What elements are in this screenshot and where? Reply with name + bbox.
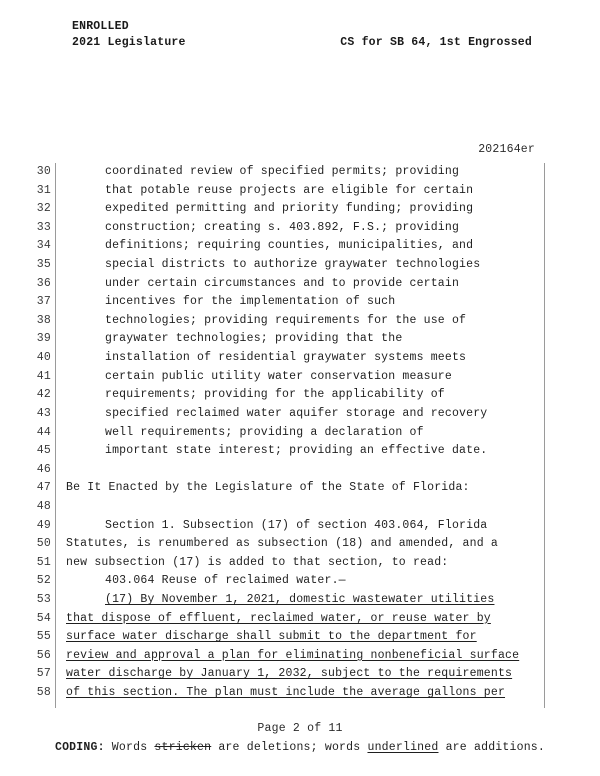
numbered-line-list bbox=[0, 163, 600, 703]
text-line bbox=[0, 535, 600, 554]
line-number: 44 bbox=[36, 425, 51, 439]
document-header bbox=[72, 19, 532, 51]
coding-label: CODING: bbox=[54, 741, 105, 754]
text-line bbox=[0, 665, 600, 684]
line-number: 55 bbox=[36, 630, 51, 644]
text-line bbox=[0, 219, 600, 238]
line-number: 56 bbox=[36, 648, 51, 662]
header-row-top bbox=[72, 19, 532, 35]
line-number: 37 bbox=[36, 295, 51, 309]
line-number: 58 bbox=[36, 686, 51, 700]
coding-text-3: are additions. bbox=[438, 741, 546, 754]
line-number: 52 bbox=[36, 574, 51, 588]
line-number: 39 bbox=[36, 332, 51, 346]
legislature-label: 2021 Legislature bbox=[72, 36, 186, 49]
line-number: 38 bbox=[36, 313, 51, 327]
text-line bbox=[0, 405, 600, 424]
line-text-added: that dispose of effluent, reclaimed water, or reuse water by bbox=[66, 611, 491, 625]
line-number: 47 bbox=[36, 481, 51, 495]
bill-reference: CS for SB 64, 1st Engrossed bbox=[340, 36, 532, 49]
line-number: 33 bbox=[36, 220, 51, 234]
line-text-added: review and approval a plan for eliminating nonbeneficial surface bbox=[66, 648, 520, 662]
line-text: specified reclaimed water aquifer storage and recovery bbox=[105, 406, 488, 420]
line-number: 48 bbox=[36, 499, 51, 513]
line-number: 49 bbox=[36, 518, 51, 532]
text-line bbox=[0, 256, 600, 275]
line-text: under certain circumstances and to provide certain bbox=[105, 276, 460, 290]
line-text: Statutes, is renumbered as subsection (18) and amended, and a bbox=[66, 537, 498, 551]
page-number: Page 2 of 11 bbox=[257, 722, 343, 735]
line-number: 51 bbox=[36, 555, 51, 569]
line-number: 43 bbox=[36, 406, 51, 420]
text-line bbox=[0, 424, 600, 443]
document-id: 202164er bbox=[478, 143, 535, 156]
bill-text-body bbox=[0, 163, 600, 703]
text-line bbox=[0, 237, 600, 256]
line-text: Be It Enacted by the Legislature of the State of Florida: bbox=[66, 481, 470, 495]
line-number: 42 bbox=[36, 388, 51, 402]
line-number: 53 bbox=[36, 593, 51, 607]
line-text-added: of this section. The plan must include the average gallons per bbox=[66, 686, 506, 700]
coding-stricken-example: stricken bbox=[154, 741, 212, 754]
line-text: definitions; requiring counties, municipalities, and bbox=[105, 239, 474, 253]
coding-legend bbox=[0, 741, 600, 754]
line-text: special districts to authorize graywater technologies bbox=[105, 258, 481, 272]
text-line bbox=[0, 182, 600, 201]
text-line bbox=[0, 368, 600, 387]
line-text: coordinated review of specified permits; providing bbox=[105, 165, 460, 178]
text-line bbox=[0, 684, 600, 703]
text-line bbox=[0, 628, 600, 647]
coding-text-1: Words bbox=[104, 741, 155, 754]
line-number: 46 bbox=[36, 462, 51, 476]
line-number: 45 bbox=[36, 444, 51, 458]
text-line bbox=[0, 647, 600, 666]
line-text: expedited permitting and priority funding; providing bbox=[105, 202, 474, 216]
text-line bbox=[0, 163, 600, 182]
text-line bbox=[0, 498, 600, 517]
enrolled-label: ENROLLED bbox=[72, 20, 129, 33]
line-number: 30 bbox=[36, 165, 51, 178]
line-number: 40 bbox=[36, 351, 51, 365]
line-number: 34 bbox=[36, 239, 51, 253]
text-line bbox=[0, 275, 600, 294]
line-text: installation of residential graywater systems meets bbox=[105, 351, 467, 365]
text-line bbox=[0, 330, 600, 349]
text-line bbox=[0, 312, 600, 331]
text-line bbox=[0, 461, 600, 480]
line-number: 35 bbox=[36, 258, 51, 272]
line-text: new subsection (17) is added to that section, to read: bbox=[66, 555, 449, 569]
text-line bbox=[0, 572, 600, 591]
line-text: important state interest; providing an effective date. bbox=[105, 444, 488, 458]
text-line bbox=[0, 479, 600, 498]
header-row-bottom bbox=[72, 35, 532, 51]
line-text: incentives for the implementation of such bbox=[105, 295, 396, 309]
coding-text-2: are deletions; words bbox=[211, 741, 368, 754]
text-line bbox=[0, 554, 600, 573]
line-number: 41 bbox=[36, 369, 51, 383]
line-number: 36 bbox=[36, 276, 51, 290]
line-text: technologies; providing requirements for the use of bbox=[105, 313, 467, 327]
line-text-added: surface water discharge shall submit to the department for bbox=[66, 630, 477, 644]
text-line bbox=[0, 610, 600, 629]
text-line bbox=[0, 293, 600, 312]
text-line bbox=[0, 591, 600, 610]
line-text: requirements; providing for the applicability of bbox=[105, 388, 445, 402]
line-text-added: water discharge by January 1, 2032, subject to the requirements bbox=[66, 667, 513, 681]
line-text: construction; creating s. 403.892, F.S.; providing bbox=[105, 220, 460, 234]
text-line bbox=[0, 386, 600, 405]
line-text: Section 1. Subsection (17) of section 403.064, Florida bbox=[105, 518, 488, 532]
line-text: well requirements; providing a declaration of bbox=[105, 425, 424, 439]
text-line bbox=[0, 200, 600, 219]
text-line bbox=[0, 517, 600, 536]
line-text: certain public utility water conservation measure bbox=[105, 369, 452, 383]
line-text: 403.064 Reuse of reclaimed water.— bbox=[105, 574, 346, 588]
line-number: 57 bbox=[36, 667, 51, 681]
line-number: 54 bbox=[36, 611, 51, 625]
line-text-added: (17) By November 1, 2021, domestic wastewater utilities bbox=[105, 593, 495, 607]
text-line bbox=[0, 442, 600, 461]
line-number: 32 bbox=[36, 202, 51, 216]
line-number: 31 bbox=[36, 183, 51, 197]
text-line bbox=[0, 349, 600, 368]
coding-underlined-example: underlined bbox=[367, 741, 439, 754]
line-text: that potable reuse projects are eligible for certain bbox=[105, 183, 474, 197]
line-number: 50 bbox=[36, 537, 51, 551]
line-text: graywater technologies; providing that the bbox=[105, 332, 403, 346]
